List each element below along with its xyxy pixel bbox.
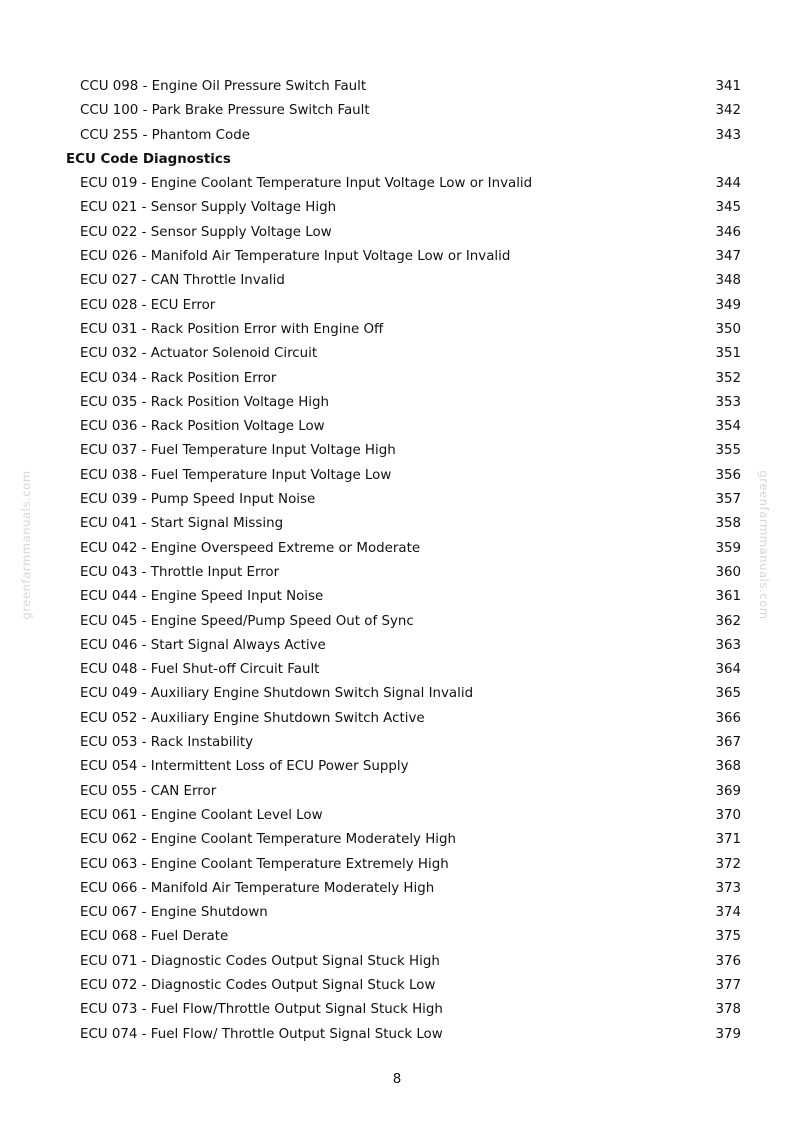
toc-entry[interactable] — [0, 804, 794, 828]
toc-entry-page: 364 — [715, 662, 741, 678]
toc-entry-title: ECU 043 - Throttle Input Error — [80, 564, 280, 580]
toc-entry[interactable] — [0, 391, 794, 415]
toc-entry-page: 348 — [715, 273, 741, 289]
toc-entry-title: ECU 063 - Engine Coolant Temperature Extremely High — [80, 856, 449, 872]
toc-entry-title: CCU 255 - Phantom Code — [80, 127, 250, 143]
toc-entry-page: 373 — [715, 880, 741, 896]
toc-entry-page: 359 — [715, 540, 741, 556]
toc-entry-page: 367 — [715, 735, 741, 751]
toc-entry-page: 371 — [715, 832, 741, 848]
toc-entry-title: ECU 026 - Manifold Air Temperature Input Voltage Low or Invalid — [80, 249, 511, 265]
toc-entry[interactable] — [0, 974, 794, 998]
toc-entry[interactable] — [0, 585, 794, 609]
toc-entry-title: ECU 045 - Engine Speed/Pump Speed Out of Sync — [80, 613, 414, 629]
table-of-contents — [0, 75, 794, 1047]
toc-entry-title: ECU 048 - Fuel Shut-off Circuit Fault — [80, 662, 320, 678]
toc-entry-page: 344 — [715, 176, 741, 192]
toc-entry-title: ECU 019 - Engine Coolant Temperature Input Voltage Low or Invalid — [80, 176, 533, 192]
toc-entry[interactable] — [0, 537, 794, 561]
toc-entry[interactable] — [0, 707, 794, 731]
toc-entry-page: 362 — [715, 613, 741, 629]
toc-entry[interactable] — [0, 342, 794, 366]
toc-entry-page: 377 — [715, 977, 741, 993]
toc-entry[interactable] — [0, 124, 794, 148]
toc-entry-title: ECU 068 - Fuel Derate — [80, 929, 229, 945]
toc-entry-title: ECU 053 - Rack Instability — [80, 735, 254, 751]
watermark-right: greenfarmmanuals.com — [757, 470, 771, 620]
toc-entry-title: ECU 039 - Pump Speed Input Noise — [80, 492, 316, 508]
toc-entry-title: ECU 067 - Engine Shutdown — [80, 905, 268, 921]
toc-entry-title: ECU 031 - Rack Position Error with Engine Off — [80, 321, 384, 337]
toc-entry-title: ECU 072 - Diagnostic Codes Output Signal Stuck Low — [80, 977, 436, 993]
watermark-left: greenfarmmanuals.com — [19, 470, 33, 620]
toc-entry[interactable] — [0, 658, 794, 682]
section-heading-title: ECU Code Diagnostics — [66, 151, 231, 167]
toc-entry-title: CCU 100 - Park Brake Pressure Switch Fault — [80, 103, 370, 119]
toc-entry-page: 355 — [715, 443, 741, 459]
toc-entry-page: 363 — [715, 637, 741, 653]
toc-entry-page: 374 — [715, 905, 741, 921]
toc-entry[interactable] — [0, 950, 794, 974]
toc-entry-page: 347 — [715, 249, 741, 265]
toc-entry-page: 361 — [715, 589, 741, 605]
toc-entry[interactable] — [0, 269, 794, 293]
toc-entry[interactable] — [0, 828, 794, 852]
toc-entry-page: 353 — [715, 394, 741, 410]
toc-entry[interactable] — [0, 901, 794, 925]
toc-entry-page: 378 — [715, 1002, 741, 1018]
toc-entry-title: ECU 062 - Engine Coolant Temperature Moderately High — [80, 832, 457, 848]
toc-entry-page: 379 — [715, 1026, 741, 1042]
toc-entry-page: 358 — [715, 516, 741, 532]
toc-entry-title: ECU 035 - Rack Position Voltage High — [80, 394, 330, 410]
toc-entry-title: CCU 098 - Engine Oil Pressure Switch Fault — [80, 79, 367, 94]
toc-entry[interactable] — [0, 853, 794, 877]
toc-entry-page: 345 — [715, 200, 741, 216]
toc-entry-title: ECU 038 - Fuel Temperature Input Voltage Low — [80, 467, 392, 483]
toc-entry-page: 343 — [715, 127, 741, 143]
toc-entry-title: ECU 066 - Manifold Air Temperature Moderately High — [80, 880, 435, 896]
toc-entry-page: 341 — [715, 79, 741, 94]
toc-entry-title: ECU 073 - Fuel Flow/Throttle Output Signal Stuck High — [80, 1002, 443, 1018]
toc-entry[interactable] — [0, 99, 794, 123]
toc-entry-page: 356 — [715, 467, 741, 483]
toc-entry-title: ECU 037 - Fuel Temperature Input Voltage High — [80, 443, 396, 459]
toc-entry-title: ECU 055 - CAN Error — [80, 783, 217, 799]
toc-entry-page: 370 — [715, 807, 741, 823]
toc-entry-title: ECU 052 - Auxiliary Engine Shutdown Switch Active — [80, 710, 425, 726]
toc-entry-title: ECU 021 - Sensor Supply Voltage High — [80, 200, 337, 216]
toc-entry[interactable] — [0, 561, 794, 585]
toc-entry-page: 350 — [715, 321, 741, 337]
toc-entry-title: ECU 022 - Sensor Supply Voltage Low — [80, 224, 332, 240]
toc-entry[interactable] — [0, 464, 794, 488]
toc-entry[interactable] — [0, 172, 794, 196]
toc-entry[interactable] — [0, 682, 794, 706]
toc-entry[interactable] — [0, 221, 794, 245]
toc-entry-title: ECU 054 - Intermittent Loss of ECU Power Supply — [80, 759, 409, 775]
toc-entry[interactable] — [0, 755, 794, 779]
toc-entry-title: ECU 044 - Engine Speed Input Noise — [80, 589, 324, 605]
toc-entry[interactable] — [0, 294, 794, 318]
toc-entry[interactable] — [0, 367, 794, 391]
toc-entry-title: ECU 074 - Fuel Flow/ Throttle Output Signal Stuck Low — [80, 1026, 443, 1042]
toc-entry-title: ECU 034 - Rack Position Error — [80, 370, 277, 386]
toc-entry-title: ECU 046 - Start Signal Always Active — [80, 637, 326, 653]
toc-entry-page: 369 — [715, 783, 741, 799]
toc-section-heading — [0, 148, 794, 172]
toc-entry[interactable] — [0, 488, 794, 512]
toc-entry[interactable] — [0, 925, 794, 949]
toc-entry-page: 360 — [715, 564, 741, 580]
toc-entry-page: 351 — [715, 346, 741, 362]
toc-entry[interactable] — [0, 245, 794, 269]
toc-entry[interactable] — [0, 610, 794, 634]
toc-entry-title: ECU 041 - Start Signal Missing — [80, 516, 284, 532]
toc-entry[interactable] — [0, 780, 794, 804]
toc-entry[interactable] — [0, 415, 794, 439]
toc-entry-title: ECU 036 - Rack Position Voltage Low — [80, 419, 325, 435]
toc-entry-page: 357 — [715, 492, 741, 508]
toc-entry-page: 342 — [715, 103, 741, 119]
toc-entry[interactable] — [0, 877, 794, 901]
toc-entry[interactable] — [0, 998, 794, 1022]
toc-entry-page: 365 — [715, 686, 741, 702]
toc-entry[interactable] — [0, 1023, 794, 1047]
toc-entry[interactable] — [0, 75, 794, 99]
toc-entry[interactable] — [0, 439, 794, 463]
toc-entry-title: ECU 028 - ECU Error — [80, 297, 216, 313]
toc-entry-title: ECU 061 - Engine Coolant Level Low — [80, 807, 323, 823]
toc-entry-title: ECU 042 - Engine Overspeed Extreme or Moderate — [80, 540, 421, 556]
toc-entry-page: 375 — [715, 929, 741, 945]
toc-entry[interactable] — [0, 731, 794, 755]
toc-entry-page: 346 — [715, 224, 741, 240]
toc-entry-page: 349 — [715, 297, 741, 313]
toc-entry-page: 372 — [715, 856, 741, 872]
toc-entry-title: ECU 027 - CAN Throttle Invalid — [80, 273, 285, 289]
toc-entry-page: 366 — [715, 710, 741, 726]
toc-entry-page: 368 — [715, 759, 741, 775]
toc-entry[interactable] — [0, 512, 794, 536]
toc-entry[interactable] — [0, 318, 794, 342]
toc-entry-page: 354 — [715, 419, 741, 435]
toc-entry[interactable] — [0, 196, 794, 220]
toc-entry-page: 376 — [715, 953, 741, 969]
toc-entry-title: ECU 049 - Auxiliary Engine Shutdown Switch Signal Invalid — [80, 686, 474, 702]
toc-entry-page: 352 — [715, 370, 741, 386]
page-number: 8 — [392, 1072, 402, 1087]
toc-entry-title: ECU 032 - Actuator Solenoid Circuit — [80, 346, 318, 362]
toc-entry[interactable] — [0, 634, 794, 658]
toc-entry-title: ECU 071 - Diagnostic Codes Output Signal Stuck High — [80, 953, 440, 969]
